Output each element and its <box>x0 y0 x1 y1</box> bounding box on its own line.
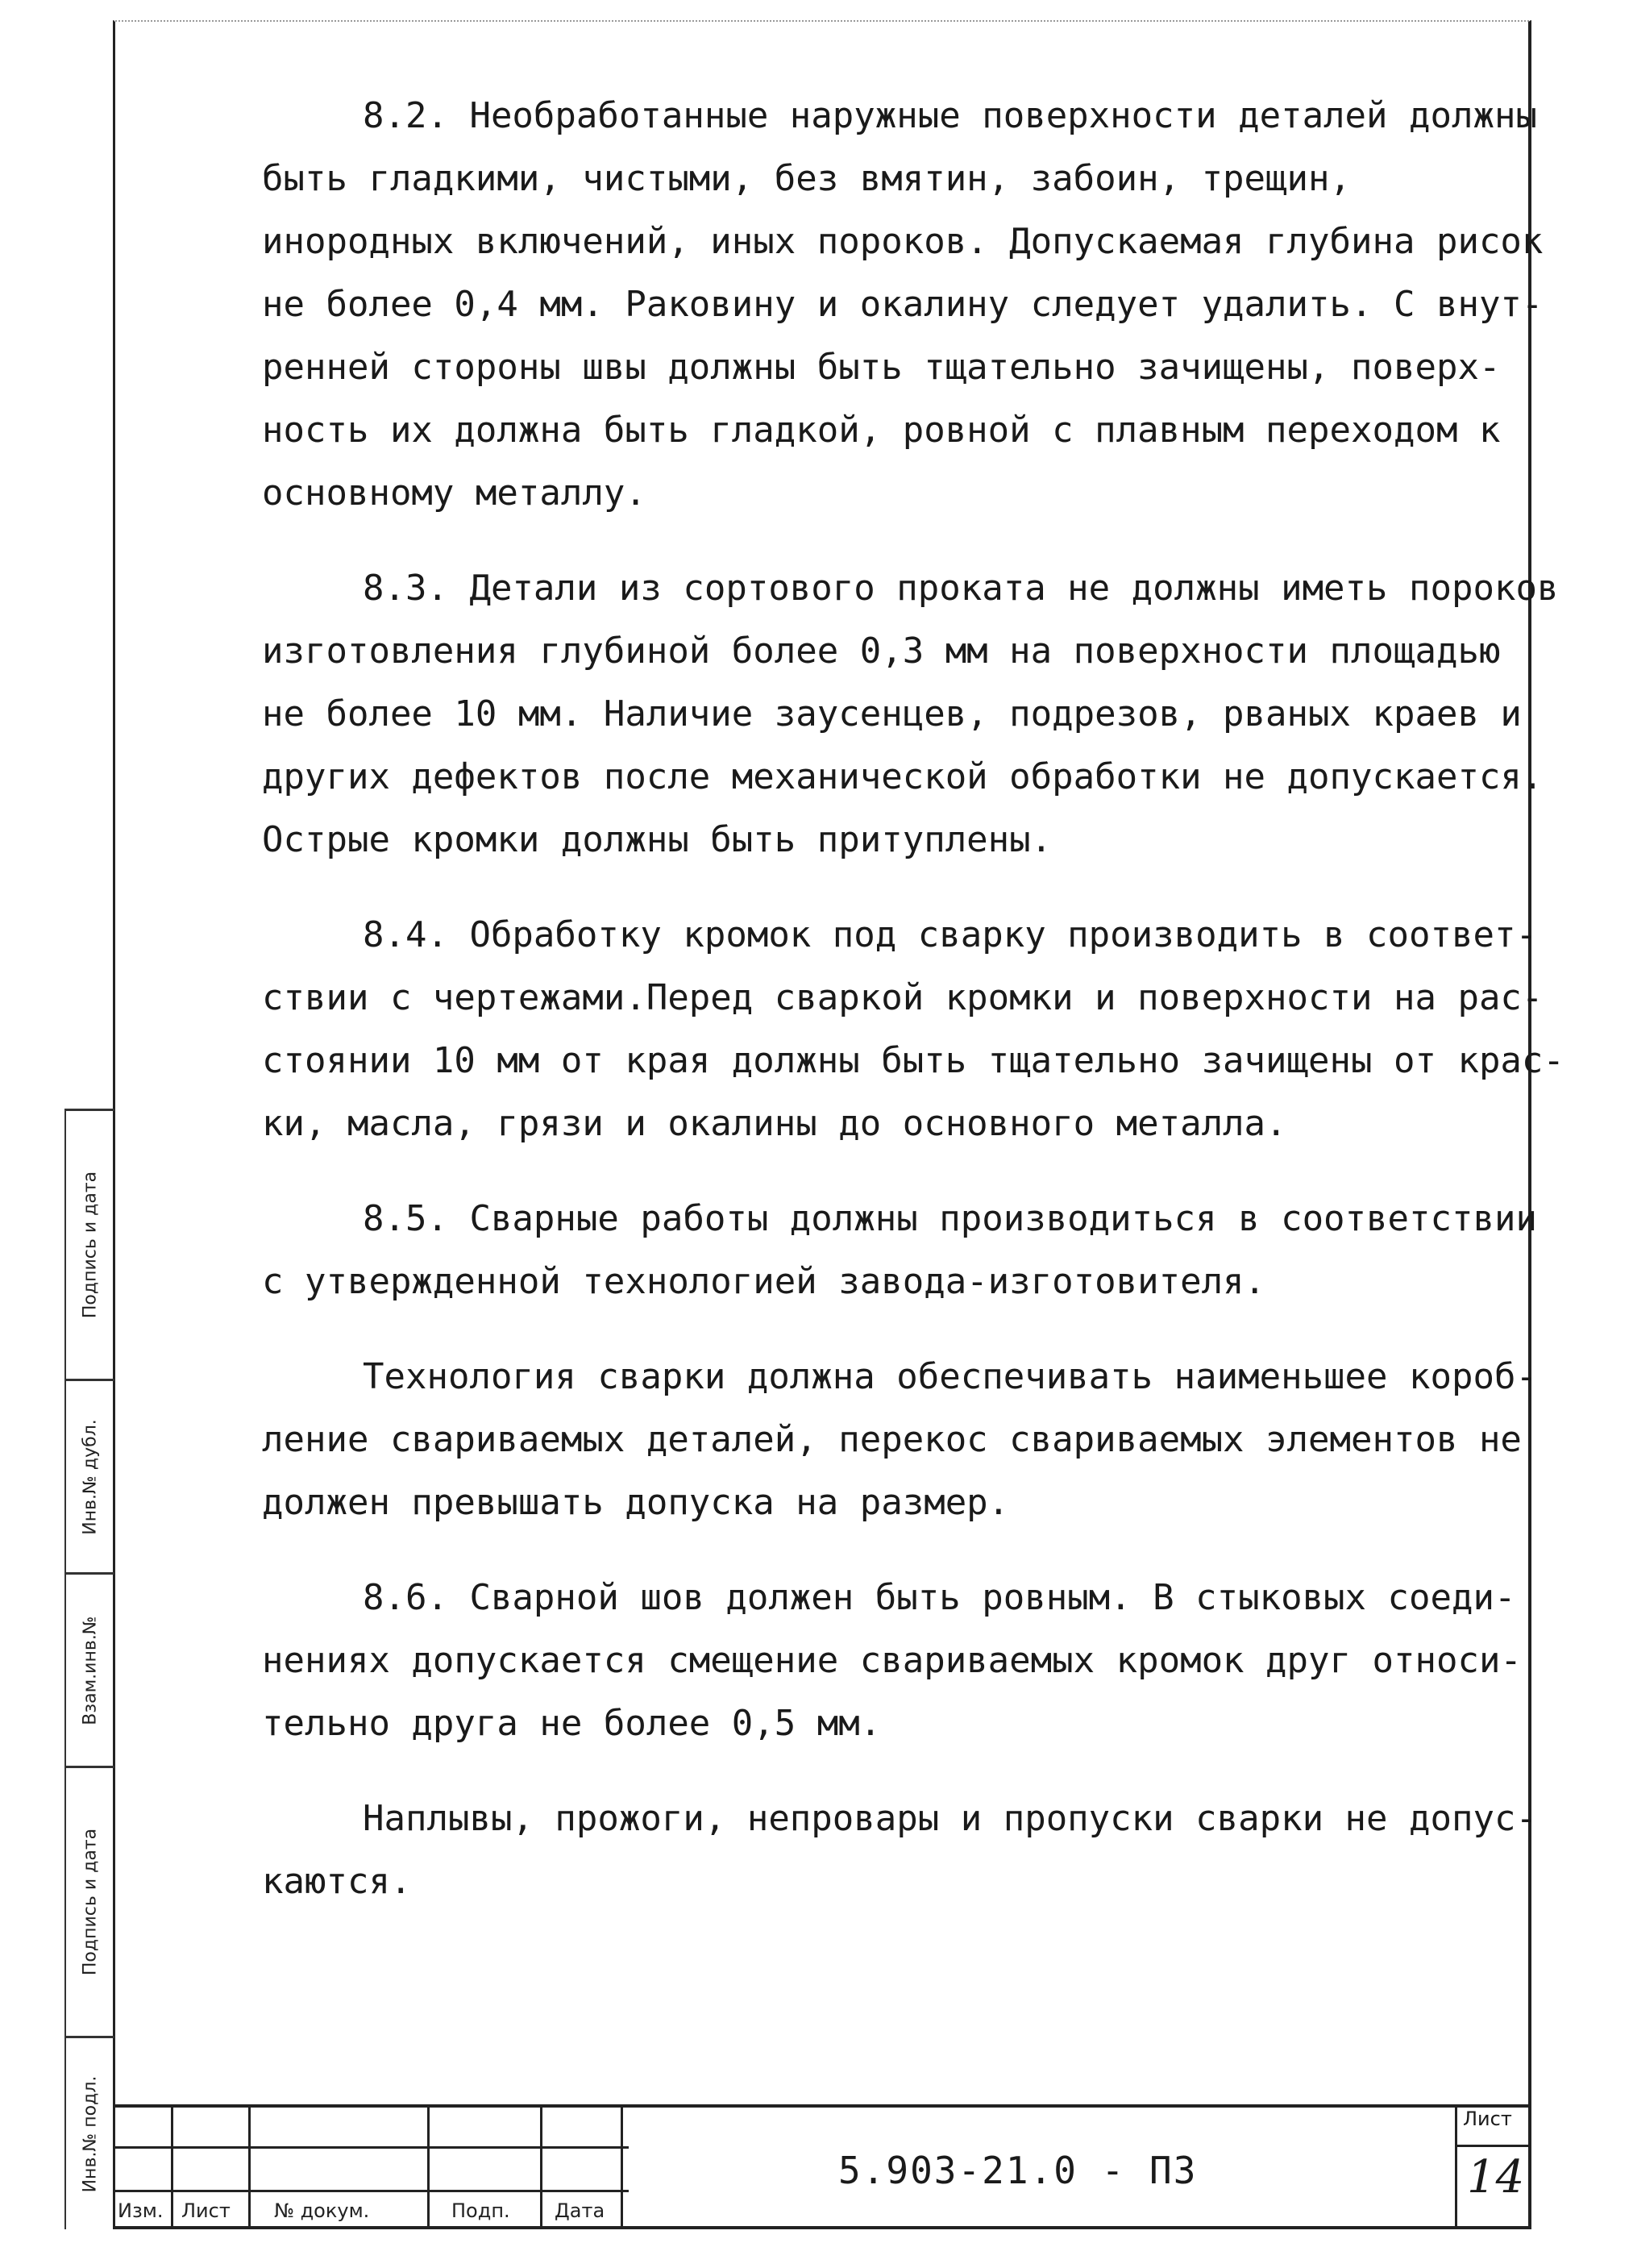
column-label-signature: Подп. <box>451 2199 510 2222</box>
title-block-row-line <box>1455 2145 1531 2147</box>
paragraph-defects <box>262 1787 1537 1913</box>
text-line: быть гладкими, чистыми, без вмятин, забоин, трещин, <box>262 158 1352 199</box>
title-block-row-line <box>113 2190 629 2192</box>
text-line: ки, масла, грязи и окалины до основного металла. <box>262 1103 1287 1144</box>
column-label-sheet: Лист <box>181 2199 231 2222</box>
text-line: не более 10 мм. Наличие заусенцев, подрезов, рваных краев и <box>262 693 1522 734</box>
title-block <box>113 2104 1531 2229</box>
paragraph-8-3 <box>262 557 1559 872</box>
side-stamp <box>64 1109 114 2229</box>
side-stamp-label: Подпись и дата <box>80 1828 101 1976</box>
text-line: нениях допускается смещение свариваемых кромок друг относи- <box>262 1640 1522 1681</box>
text-line: 8.6. Сварной шов должен быть ровным. В стыковых соеди- <box>363 1577 1516 1618</box>
text-line: Острые кромки должны быть притуплены. <box>262 819 1053 860</box>
side-stamp-label: Инв.№ дубл. <box>80 1418 101 1535</box>
text-line: 8.5. Сварные работы должны производиться в соответствии <box>363 1198 1537 1239</box>
side-stamp-cell <box>66 1379 114 1572</box>
text-line: ренней стороны швы должны быть тщательно зачищены, поверх- <box>262 347 1501 388</box>
paragraph-8-2 <box>262 85 1544 525</box>
text-line: других дефектов после механической обработки не допускается. <box>262 756 1544 797</box>
title-block-row-line <box>113 2146 629 2149</box>
paragraph-8-6 <box>262 1567 1522 1755</box>
paragraph-8-4 <box>262 904 1564 1155</box>
side-stamp-label: Взам.инв.№ <box>80 1615 101 1725</box>
column-label-change: Изм. <box>118 2199 164 2222</box>
text-line: с утвержденной технологией завода-изготовителя. <box>262 1261 1266 1302</box>
text-line: ствии с чертежами.Перед сваркой кромки и поверхности на рас- <box>262 977 1544 1018</box>
text-line: тельно друга не более 0,5 мм. <box>262 1703 882 1744</box>
text-line: ность их должна быть гладкой, ровной с плавным переходом к <box>262 410 1501 451</box>
column-label-document-number: № докум. <box>274 2199 370 2222</box>
sheet-number: 14 <box>1467 2151 1525 2203</box>
text-line: 8.3. Детали из сортового проката не должны иметь пороков <box>363 568 1559 609</box>
column-label-date: Дата <box>555 2199 605 2222</box>
side-stamp-cell <box>66 1766 114 2036</box>
title-block-col-line <box>621 2104 623 2229</box>
text-line: 8.2. Необработанные наружные поверхности деталей должны <box>363 95 1537 136</box>
text-line: каются. <box>262 1861 412 1902</box>
text-line: инородных включений, иных пороков. Допускаемая глубина рисок <box>262 221 1544 262</box>
document-body <box>262 85 1564 1945</box>
side-stamp-cell <box>66 1109 114 1379</box>
text-line: не более 0,4 мм. Раковину и окалину следует удалить. С внут- <box>262 284 1544 325</box>
title-block-border <box>113 2104 1531 2108</box>
text-line: ление свариваемых деталей, перекос свариваемых элементов не <box>262 1419 1522 1460</box>
side-stamp-label: Инв.№ подл. <box>80 2075 101 2192</box>
side-stamp-cell <box>66 1572 114 1766</box>
document-code: 5.903-21.0 - ПЗ <box>838 2149 1198 2192</box>
text-line: изготовления глубиной более 0,3 мм на поверхности площадью <box>262 630 1501 672</box>
text-line: должен превышать допуска на размер. <box>262 1482 1010 1523</box>
side-stamp-label: Подпись и дата <box>80 1171 101 1319</box>
text-line: 8.4. Обработку кромок под сварку производить в соответ- <box>363 914 1537 955</box>
paragraph-welding-technology <box>262 1346 1537 1534</box>
title-block-col-line <box>540 2104 542 2229</box>
title-block-col-line <box>171 2104 173 2229</box>
text-line: основному металлу. <box>262 472 646 514</box>
title-block-col-line <box>248 2104 251 2229</box>
text-line: стоянии 10 мм от края должны быть тщательно зачищены от крас- <box>262 1040 1564 1081</box>
text-line: Наплывы, прожоги, непровары и пропуски сварки не допус- <box>363 1798 1537 1839</box>
title-block-col-line <box>1455 2104 1457 2229</box>
side-stamp-cell <box>66 2036 114 2229</box>
title-block-col-line <box>427 2104 430 2229</box>
paragraph-8-5 <box>262 1188 1537 1313</box>
sheet-label: Лист <box>1463 2108 1512 2130</box>
text-line: Технология сварки должна обеспечивать наименьшее короб- <box>363 1356 1537 1397</box>
